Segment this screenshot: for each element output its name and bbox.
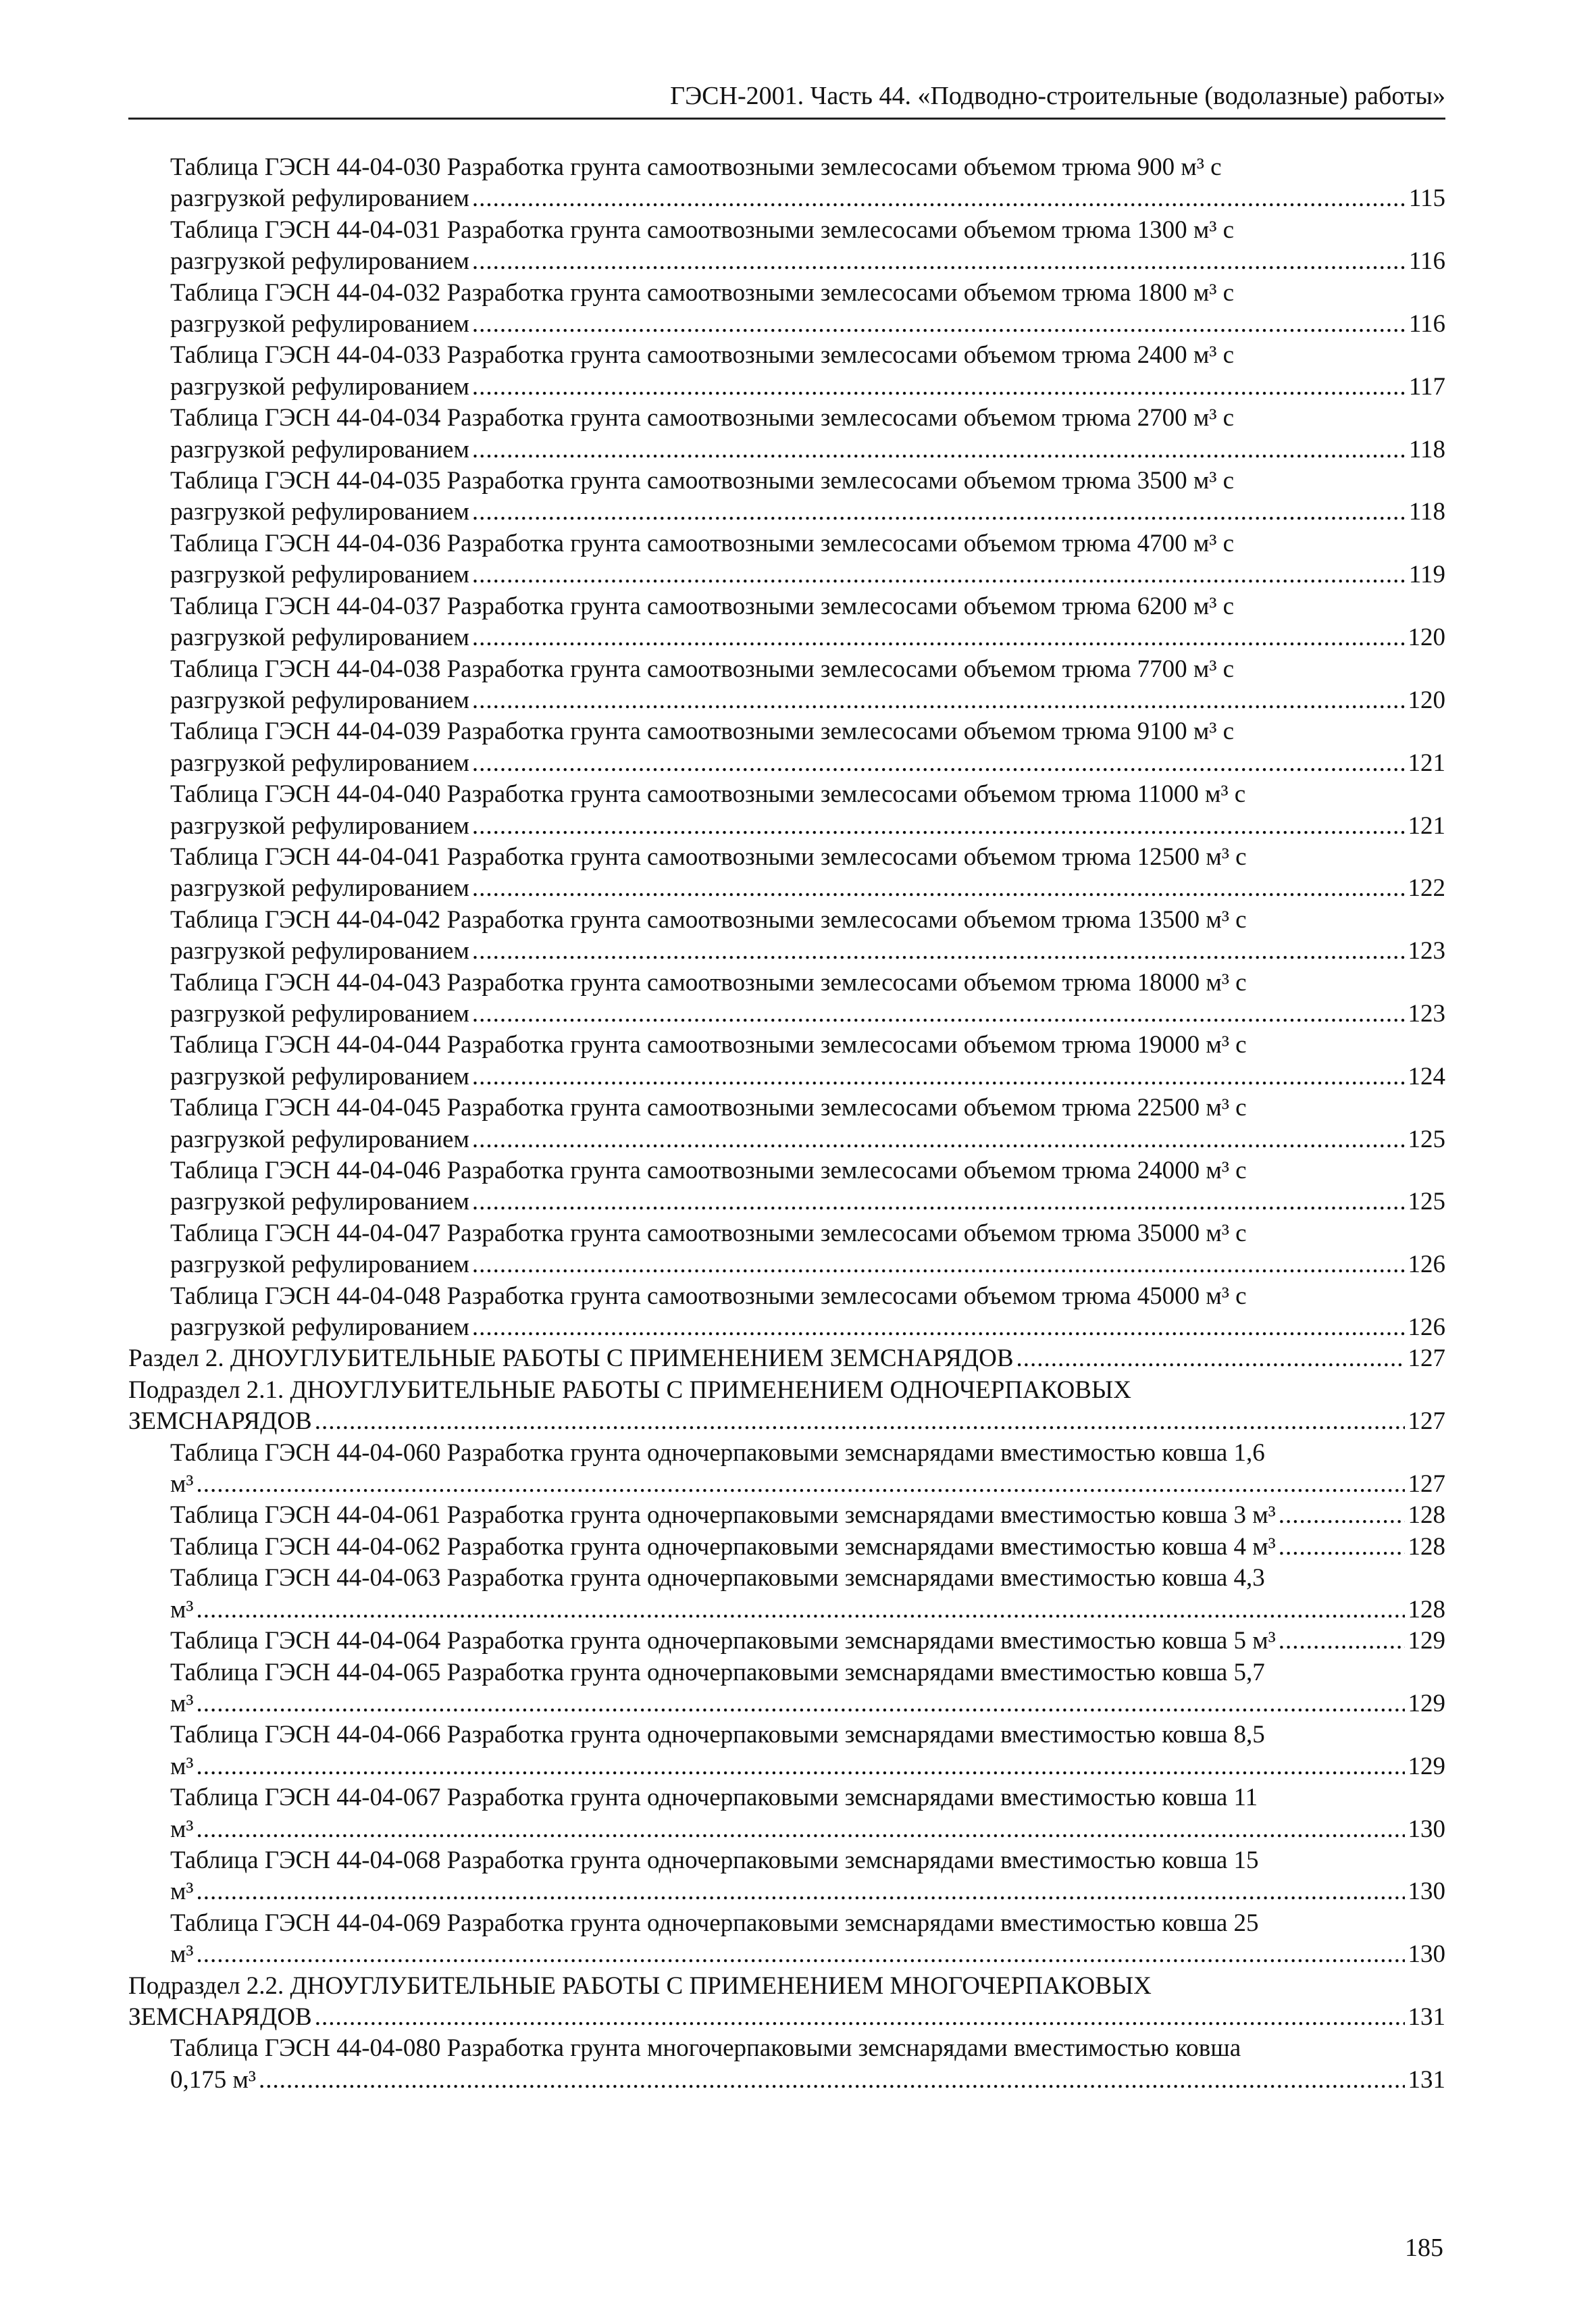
toc-entry-page: 130	[1408, 1940, 1445, 1969]
toc-entry-title-line: Таблица ГЭСН 44-04-040 Разработка грунта самоотвозными землесосами объемом трюма 11000 м³ с	[170, 780, 1246, 809]
toc-entry-last-line	[170, 1124, 1445, 1155]
toc-entry-page: 128	[1408, 1595, 1445, 1624]
toc-entry-last-line	[170, 1939, 1445, 1970]
toc-entry-page: 130	[1408, 1815, 1445, 1843]
toc-entry-page: 127	[1408, 1470, 1445, 1499]
toc-entry-last-line	[170, 183, 1445, 214]
toc-entry-page: 120	[1408, 624, 1445, 652]
toc-entry-title-line: Таблица ГЭСН 44-04-039 Разработка грунта самоотвозными землесосами объемом трюма 9100 м³ с	[170, 718, 1235, 746]
toc-entry[interactable]	[128, 1971, 1445, 2034]
toc-entry-last-line	[170, 1688, 1445, 1719]
toc-entry-page: 119	[1408, 561, 1445, 589]
toc-entry[interactable]	[128, 1532, 1445, 1563]
toc-entry[interactable]	[128, 716, 1445, 779]
dot-leader	[472, 559, 1405, 590]
toc-entry-title-line: Таблица ГЭСН 44-04-046 Разработка грунта самоотвозными землесосами объемом трюма 24000 м³ с	[170, 1157, 1247, 1184]
toc-entry-page: 121	[1408, 811, 1445, 840]
toc-entry-title-line: Таблица ГЭСН 44-04-038 Разработка грунта самоотвозными землесосами объемом трюма 7700 м³ с	[170, 655, 1235, 683]
toc-entry-page: 116	[1408, 310, 1445, 338]
toc-entry-page: 116	[1408, 247, 1445, 276]
toc-entry-title-line: Таблица ГЭСН 44-04-063 Разработка грунта одночерпаковыми земснарядами вместимостью ковша 4,3	[170, 1564, 1265, 1592]
toc-entry-page: 128	[1408, 1501, 1445, 1530]
toc-entry-title-end: разгрузкой рефулированием	[170, 686, 469, 714]
toc-entry-title-line: Таблица ГЭСН 44-04-060 Разработка грунта одночерпаковыми земснарядами вместимостью ковша 1,6	[170, 1438, 1265, 1467]
toc-entry-title-end: ЗЕМСНАРЯДОВ	[128, 1407, 312, 1436]
toc-entry-last-line	[170, 999, 1445, 1030]
toc-entry-page: 115	[1408, 184, 1445, 213]
toc-entry-title-line: Таблица ГЭСН 44-04-033 Разработка грунта самоотвозными землесосами объемом трюма 2400 м³ с	[170, 341, 1235, 370]
toc-entry-title-end: разгрузкой рефулированием	[170, 811, 469, 840]
toc-entry[interactable]	[128, 1343, 1445, 1374]
toc-entry-title-end: м³	[170, 1940, 194, 1969]
toc-entry-title-end: ЗЕМСНАРЯДОВ	[128, 2003, 312, 2031]
toc-entry[interactable]	[128, 967, 1445, 1030]
toc-entry-last-line	[170, 685, 1445, 716]
toc-entry-last-line	[170, 559, 1445, 590]
toc-entry[interactable]	[128, 1626, 1445, 1657]
toc-entry-title-end: разгрузкой рефулированием	[170, 1188, 469, 1216]
dot-leader	[1016, 1343, 1405, 1374]
toc-entry[interactable]	[128, 1782, 1445, 1845]
running-header: ГЭСН-2001. Часть 44. «Подводно-строительные (водолазные) работы»	[128, 81, 1445, 120]
toc-entry-last-line	[170, 246, 1445, 277]
toc-entry-title-line: Таблица ГЭСН 44-04-035 Разработка грунта самоотвозными землесосами объемом трюма 3500 м³ с	[170, 467, 1235, 495]
toc-entry-last-line	[170, 1500, 1445, 1531]
toc-entry-last-line	[170, 873, 1445, 904]
toc-entry[interactable]	[128, 2033, 1445, 2096]
toc-entry-title-end: разгрузкой рефулированием	[170, 749, 469, 777]
toc-entry-title-end: разгрузкой рефулированием	[170, 247, 469, 276]
dot-leader	[472, 1312, 1405, 1343]
toc-entry-last-line	[170, 748, 1445, 779]
toc-entry-page: 121	[1408, 749, 1445, 777]
toc-entry[interactable]	[128, 591, 1445, 654]
toc-entry-page: 129	[1408, 1689, 1445, 1717]
toc-entry[interactable]	[128, 1092, 1445, 1155]
toc-entry[interactable]	[128, 1375, 1445, 1438]
dot-leader	[472, 999, 1405, 1030]
toc-entry-last-line	[170, 1814, 1445, 1845]
toc-entry-title-line: Таблица ГЭСН 44-04-031 Разработка грунта самоотвозными землесосами объемом трюма 1300 м³ с	[170, 216, 1235, 244]
toc-entry[interactable]	[128, 654, 1445, 717]
dot-leader	[472, 1061, 1405, 1092]
toc-entry-title-line: Таблица ГЭСН 44-04-042 Разработка грунта самоотвозными землесосами объемом трюма 13500 м³ с	[170, 905, 1247, 934]
toc-entry-title-line: Подраздел 2.2. ДНОУГЛУБИТЕЛЬНЫЕ РАБОТЫ С ПРИМЕНЕНИЕМ МНОГОЧЕРПАКОВЫХ	[128, 1971, 1152, 2000]
toc-entry-last-line	[170, 1532, 1445, 1563]
toc-entry-page: 120	[1408, 686, 1445, 714]
toc-entry-title-end: разгрузкой рефулированием	[170, 498, 469, 526]
toc-entry-title-line: Таблица ГЭСН 44-04-067 Разработка грунта одночерпаковыми земснарядами вместимостью ковша 11	[170, 1784, 1258, 1812]
toc-entry-page: 123	[1408, 999, 1445, 1028]
toc-entry-title-line: Таблица ГЭСН 44-04-045 Разработка грунта самоотвозными землесосами объемом трюма 22500 м³ с	[170, 1094, 1247, 1122]
dot-leader	[472, 622, 1405, 653]
toc-entry-page: 130	[1408, 1878, 1445, 1906]
toc-entry-title-end: разгрузкой рефулированием	[170, 561, 469, 589]
toc-entry-page: 125	[1408, 1125, 1445, 1153]
toc-entry-title-line: Таблица ГЭСН 44-04-030 Разработка грунта самоотвозными землесосами объемом трюма 900 м³ с	[170, 153, 1222, 181]
toc-entry-title-line: Подраздел 2.1. ДНОУГЛУБИТЕЛЬНЫЕ РАБОТЫ С ПРИМЕНЕНИЕМ ОДНОЧЕРПАКОВЫХ	[128, 1376, 1131, 1404]
toc-entry-title-end: разгрузкой рефулированием	[170, 1251, 469, 1279]
dot-leader	[315, 1406, 1405, 1437]
toc-entry-page: 127	[1408, 1344, 1445, 1373]
toc-entry[interactable]	[128, 1030, 1445, 1092]
toc-entry[interactable]	[128, 1281, 1445, 1344]
dot-leader	[472, 497, 1405, 528]
dot-leader	[1279, 1626, 1405, 1657]
toc-entry[interactable]	[128, 1719, 1445, 1782]
toc-entry-title-end: разгрузкой рефулированием	[170, 937, 469, 965]
toc-entry-last-line	[170, 936, 1445, 967]
dot-leader	[472, 372, 1405, 403]
page-number: 185	[1405, 2234, 1443, 2262]
dot-leader	[472, 1186, 1405, 1217]
dot-leader	[1279, 1532, 1405, 1563]
toc-entry-page: 126	[1408, 1313, 1445, 1342]
dot-leader	[472, 1249, 1405, 1280]
toc-entry-last-line	[170, 1061, 1445, 1092]
toc-entry-title-end: 0,175 м³	[170, 2065, 257, 2094]
toc-entry-title-end: м³	[170, 1470, 194, 1499]
toc-entry-title-end: разгрузкой рефулированием	[170, 372, 469, 401]
toc-entry[interactable]	[128, 466, 1445, 528]
dot-leader	[472, 748, 1405, 779]
toc-entry-last-line	[128, 2002, 1445, 2033]
toc-entry-page: 125	[1408, 1188, 1445, 1216]
dot-leader	[197, 1594, 1405, 1626]
toc-entry[interactable]	[128, 528, 1445, 591]
dot-leader	[259, 2065, 1405, 2096]
toc-entry[interactable]	[128, 1657, 1445, 1720]
toc-entry-title-end: разгрузкой рефулированием	[170, 999, 469, 1028]
toc-entry-title-end: разгрузкой рефулированием	[170, 1062, 469, 1090]
dot-leader	[472, 685, 1405, 716]
toc-entry-page: 124	[1408, 1062, 1445, 1090]
toc-entry-last-line	[170, 622, 1445, 653]
toc-entry-title-end: м³	[170, 1752, 194, 1780]
dot-leader	[472, 246, 1405, 277]
toc-entry-title-end: м³	[170, 1815, 194, 1843]
toc-entry-title-end: разгрузкой рефулированием	[170, 624, 469, 652]
toc-entry-title-line: Таблица ГЭСН 44-04-065 Разработка грунта одночерпаковыми земснарядами вместимостью ковша 5,7	[170, 1658, 1265, 1686]
toc-entry[interactable]	[128, 403, 1445, 466]
toc-entry-last-line	[170, 1594, 1445, 1626]
toc-entry-page: 123	[1408, 937, 1445, 965]
dot-leader	[197, 1751, 1405, 1782]
toc-entry-title-line: Таблица ГЭСН 44-04-044 Разработка грунта самоотвозными землесосами объемом трюма 19000 м³ с	[170, 1031, 1247, 1059]
dot-leader	[472, 936, 1405, 967]
toc-entry-title-end: Раздел 2. ДНОУГЛУБИТЕЛЬНЫЕ РАБОТЫ С ПРИМЕНЕНИЕМ ЗЕМСНАРЯДОВ	[128, 1344, 1014, 1373]
toc-entry-last-line	[128, 1406, 1445, 1437]
toc-entry-title-line: Таблица ГЭСН 44-04-034 Разработка грунта самоотвозными землесосами объемом трюма 2700 м³ с	[170, 404, 1235, 432]
toc-entry[interactable]	[128, 1438, 1445, 1501]
toc-entry-title-line: Таблица ГЭСН 44-04-032 Разработка грунта самоотвозными землесосами объемом трюма 1800 м³ с	[170, 278, 1235, 307]
toc-entry[interactable]	[128, 779, 1445, 842]
dot-leader	[1279, 1500, 1405, 1531]
toc-entry-page: 122	[1408, 874, 1445, 903]
toc-entry-title-end: разгрузкой рефулированием	[170, 435, 469, 463]
toc-entry-last-line	[170, 1469, 1445, 1500]
toc-entry-title-end: Таблица ГЭСН 44-04-064 Разработка грунта одночерпаковыми земснарядами вместимостью ковша 5 м³	[170, 1627, 1276, 1655]
toc-entry-page: 128	[1408, 1532, 1445, 1561]
toc-entry-last-line	[170, 1876, 1445, 1907]
dot-leader	[472, 309, 1405, 340]
toc-entry-title-line: Таблица ГЭСН 44-04-041 Разработка грунта самоотвозными землесосами объемом трюма 12500 м³ с	[170, 842, 1247, 871]
toc-entry[interactable]	[128, 1218, 1445, 1281]
toc-entry-page: 131	[1408, 2003, 1445, 2031]
toc-entry-last-line	[170, 1249, 1445, 1280]
toc-entry[interactable]	[128, 1908, 1445, 1971]
toc-entry-last-line	[170, 1626, 1445, 1657]
toc-entry-last-line	[170, 372, 1445, 403]
dot-leader	[197, 1469, 1405, 1500]
toc-entry-title-end: разгрузкой рефулированием	[170, 1125, 469, 1153]
toc-entry-page: 126	[1408, 1251, 1445, 1279]
toc-entry-page: 129	[1408, 1627, 1445, 1655]
toc-entry[interactable]	[128, 842, 1445, 905]
dot-leader	[197, 1876, 1405, 1907]
toc-entry[interactable]	[128, 1563, 1445, 1626]
toc-entry[interactable]	[128, 278, 1445, 341]
dot-leader	[197, 1688, 1405, 1719]
toc-entry-title-line: Таблица ГЭСН 44-04-036 Разработка грунта самоотвозными землесосами объемом трюма 4700 м³ с	[170, 529, 1235, 557]
toc-entry-last-line	[170, 1186, 1445, 1217]
toc-entry-page: 129	[1408, 1752, 1445, 1780]
toc-entry[interactable]	[128, 1845, 1445, 1908]
toc-entry-title-line: Таблица ГЭСН 44-04-043 Разработка грунта самоотвозными землесосами объемом трюма 18000 м³ с	[170, 968, 1247, 997]
toc-entry-title-line: Таблица ГЭСН 44-04-066 Разработка грунта одночерпаковыми земснарядами вместимостью ковша 8,5	[170, 1721, 1265, 1749]
toc-entry-title-end: м³	[170, 1878, 194, 1906]
toc-entry-title-end: м³	[170, 1689, 194, 1717]
dot-leader	[197, 1814, 1405, 1845]
toc-entry-title-end: разгрузкой рефулированием	[170, 310, 469, 338]
toc-entry-last-line	[170, 2065, 1445, 2096]
toc-entry-page: 131	[1408, 2065, 1445, 2094]
table-of-contents	[128, 152, 1445, 2096]
toc-entry-last-line	[170, 434, 1445, 466]
toc-entry-title-end: Таблица ГЭСН 44-04-061 Разработка грунта одночерпаковыми земснарядами вместимостью ковша 3 м³	[170, 1501, 1276, 1530]
toc-entry-title-end: Таблица ГЭСН 44-04-062 Разработка грунта одночерпаковыми земснарядами вместимостью ковша 4 м³	[170, 1532, 1276, 1561]
toc-entry-page: 118	[1408, 498, 1445, 526]
toc-entry-page: 117	[1408, 372, 1445, 401]
toc-entry-title-end: м³	[170, 1595, 194, 1624]
toc-entry-page: 118	[1408, 435, 1445, 463]
toc-entry-title-end: разгрузкой рефулированием	[170, 874, 469, 903]
toc-entry[interactable]	[128, 152, 1445, 215]
dot-leader	[472, 873, 1405, 904]
toc-entry-title-end: разгрузкой рефулированием	[170, 1313, 469, 1342]
toc-entry-last-line	[128, 1343, 1445, 1374]
toc-entry[interactable]	[128, 215, 1445, 278]
dot-leader	[315, 2002, 1405, 2033]
toc-entry-last-line	[170, 811, 1445, 842]
toc-entry[interactable]	[128, 340, 1445, 403]
dot-leader	[472, 1124, 1405, 1155]
toc-entry-last-line	[170, 1312, 1445, 1343]
toc-entry-title-line: Таблица ГЭСН 44-04-037 Разработка грунта самоотвозными землесосами объемом трюма 6200 м³ с	[170, 592, 1235, 620]
dot-leader	[197, 1939, 1405, 1970]
toc-entry-title-line: Таблица ГЭСН 44-04-069 Разработка грунта одночерпаковыми земснарядами вместимостью ковша 25	[170, 1909, 1259, 1937]
toc-entry[interactable]	[128, 1155, 1445, 1218]
dot-leader	[472, 434, 1405, 466]
toc-entry-title-end: разгрузкой рефулированием	[170, 184, 469, 213]
toc-entry-page: 127	[1408, 1407, 1445, 1436]
toc-entry-last-line	[170, 1751, 1445, 1782]
toc-entry[interactable]	[128, 1500, 1445, 1531]
dot-leader	[472, 811, 1405, 842]
dot-leader	[472, 183, 1405, 214]
toc-entry-last-line	[170, 497, 1445, 528]
toc-entry-title-line: Таблица ГЭСН 44-04-080 Разработка грунта многочерпаковыми земснарядами вместимостью ковша	[170, 2034, 1241, 2063]
toc-entry-title-line: Таблица ГЭСН 44-04-068 Разработка грунта одночерпаковыми земснарядами вместимостью ковша 15	[170, 1846, 1259, 1874]
toc-entry[interactable]	[128, 905, 1445, 967]
toc-entry-title-line: Таблица ГЭСН 44-04-047 Разработка грунта самоотвозными землесосами объемом трюма 35000 м³ с	[170, 1219, 1247, 1247]
toc-entry-title-line: Таблица ГЭСН 44-04-048 Разработка грунта самоотвозными землесосами объемом трюма 45000 м³ с	[170, 1282, 1247, 1310]
toc-entry-last-line	[170, 309, 1445, 340]
